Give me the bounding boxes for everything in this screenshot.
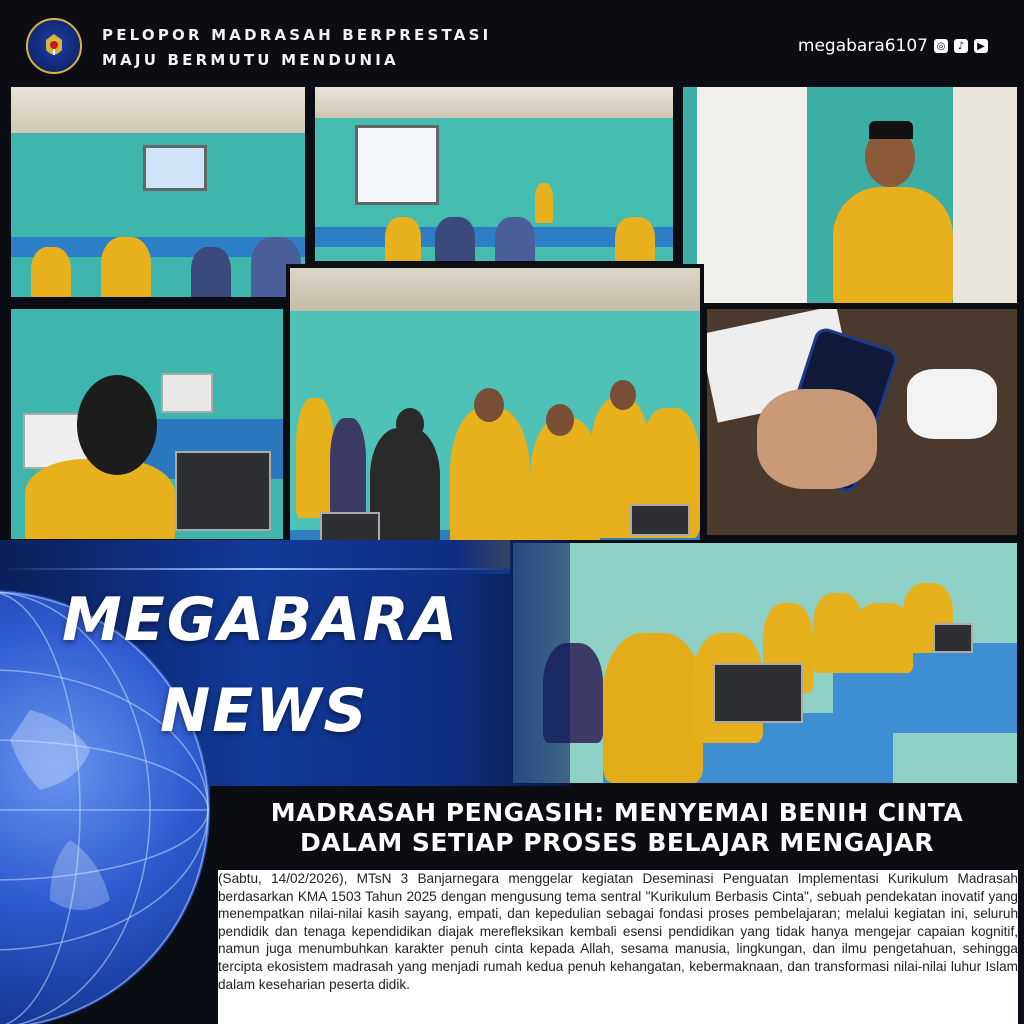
photo-classroom-presentation	[312, 84, 676, 264]
social-links	[798, 36, 988, 56]
photo-group-heart-gesture	[286, 264, 704, 578]
header	[0, 0, 1024, 80]
photo-laptop-participants	[8, 306, 286, 542]
banner-title-news: NEWS	[160, 676, 369, 746]
headline-line2: DALAM SETIAP PROSES BELAJAR MENGAJAR	[299, 828, 935, 857]
article-body: (Sabtu, 14/02/2026), MTsN 3 Banjarnegara menggelar kegiatan Deseminasi Penguatan Implementasi Kurikulum Madrasah berdasarkan KMA 1503 Tahun 2025 dengan mengusung tema sentral "Kurikulum Berbasis Cinta", sebuah pendekatan inovatif yang menempatkan nilai-nilai kasih sayang, empati, dan kepedulian sebagai fondasi proses pembelajaran; melalui kegiatan ini, seluruh pendidik dan tenaga kependidikan diajak merefleksikan kembali esensi pendidikan yang tidak hanya mengejar capaian kognitif, namun juga menumbuhkan karakter penuh cinta kepada Allah, sesama manusia, lingkungan, dan ilmu pengetahuan, sehingga tercipta ekosistem madrasah yang menjadi rumah kedua penuh kehangatan, kebermaknaan, dan transformasi nilai-nilai luhur Islam dalam keseharian peserta didik.	[218, 870, 1018, 1024]
instagram-icon[interactable]: ◎	[934, 39, 948, 53]
photo-classroom-laptops	[510, 540, 1020, 786]
logo-emblem-icon	[42, 32, 66, 60]
tagline-line1: PELOPOR MADRASAH BERPRESTASI	[102, 26, 492, 44]
social-handle[interactable]: megabara6107	[797, 36, 928, 56]
tagline-line2: MAJU BERMUTU MENDUNIA	[102, 51, 399, 69]
photo-phone-closeup	[704, 306, 1020, 538]
banner-title-megabara: MEGABARA	[62, 585, 460, 655]
photo-speaker-microphone	[680, 84, 1020, 306]
banner-light-streak	[0, 568, 520, 570]
youtube-icon[interactable]: ▶	[974, 39, 988, 53]
madrasah-logo	[26, 18, 82, 74]
headline-line1: MADRASAH PENGASIH: MENYEMAI BENIH CINTA	[270, 798, 964, 827]
photo-classroom-projector	[8, 84, 308, 300]
tiktok-icon[interactable]: ♪	[954, 39, 968, 53]
